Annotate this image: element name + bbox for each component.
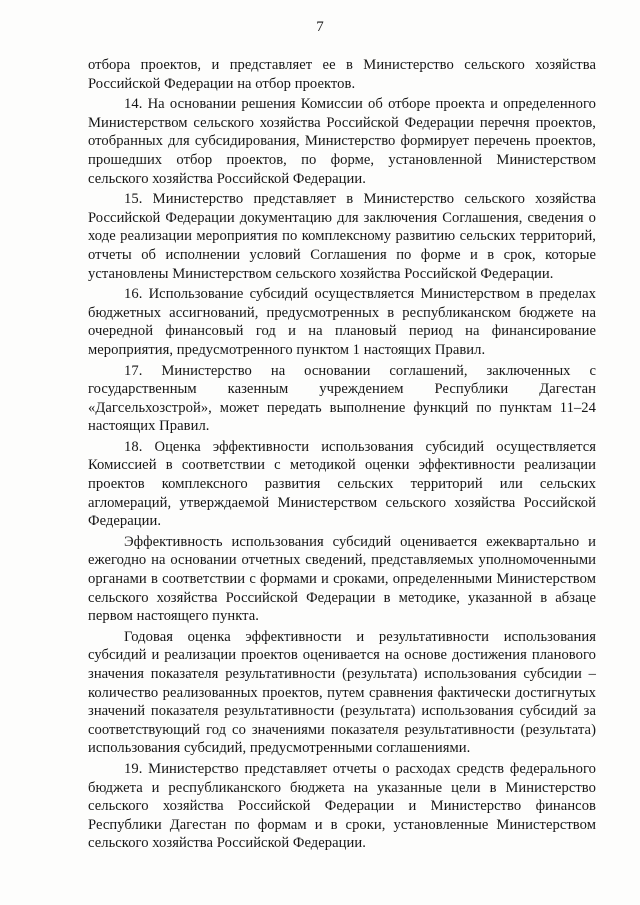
- paragraph-16: 16. Использование субсидий осуществляется Министерством в пределах бюджетных ассигнований, предусмотренных в республиканском бюджете на очередной финансовый год и на плановый период на финансирование мероприятия, предусмотренного пунктом 1 настоящих Правил.: [88, 286, 596, 358]
- paragraph-19: 19. Министерство представляет отчеты о расходах средств федерального бюджета и республиканского бюджета на указанные цели в Министерство сельского хозяйства Российской Федерации и Министерство финансов Республики Дагестан по формам и в сроки, установленные Министерством сельского хозяйства Российской Федерации.: [88, 760, 596, 852]
- paragraph-17: 17. Министерство на основании соглашений, заключенных с государственным казенным учреждением Республики Дагестан «Дагсельхозстрой», может передать выполнение функций по пунктам 11–24 настоящих Правил.: [88, 362, 596, 435]
- paragraph-continuation: отбора проектов, и представляет ее в Министерство сельского хозяйства Российской Федерации на отбор проектов.: [88, 57, 596, 92]
- document-body: [88, 56, 596, 855]
- paragraph-15: 15. Министерство представляет в Министерство сельского хозяйства Российской Федерации документацию для заключения Соглашения, сведения о ходе реализации мероприятия по комплексному развитию сельских территорий, отчеты об исполнении условий Соглашения по форме и в срок, которые установлены Министерством сельского хозяйства Российской Федерации.: [88, 191, 596, 282]
- paragraph-14: 14. На основании решения Комиссии об отборе проекта и определенного Министерством сельского хозяйства Российской Федерации перечня проектов, отобранных для субсидирования, Министерство формирует перечень проектов, прошедших отбор проектов, по форме, установленной Министерством сельского хозяйства Российской Федерации.: [88, 96, 596, 187]
- page-number: 7: [316, 19, 324, 35]
- paragraph-18: 18. Оценка эффективности использования субсидий осуществляется Комиссией в соответствии с методикой оценки эффективности реализации проектов комплексного развития сельских территорий или сельских агломераций, утверждаемой Министерством сельского хозяйства Российской Федерации.: [88, 438, 596, 530]
- paragraph-18-annual-assessment: Годовая оценка эффективности и результативности использования субсидий и реализации проектов оценивается на основе достижения планового значения показателя результативности (результата) использования субсидии – количество реализованных проектов, путем сравнения фактически достигнутых значений показателя результативности (результата) использования субсидий за соответствующий год со значениями показателя результативности (результата) использования субсидий, предусмотренными соглашениями.: [88, 628, 596, 757]
- paragraph-18-effectiveness: Эффективность использования субсидий оценивается ежеквартально и ежегодно на основании отчетных сведений, представляемых уполномоченными органами в соответствии с формами и сроками, определенными Министерством сельского хозяйства Российской Федерации в методике, указанной в абзаце первом настоящего пункта.: [88, 533, 596, 625]
